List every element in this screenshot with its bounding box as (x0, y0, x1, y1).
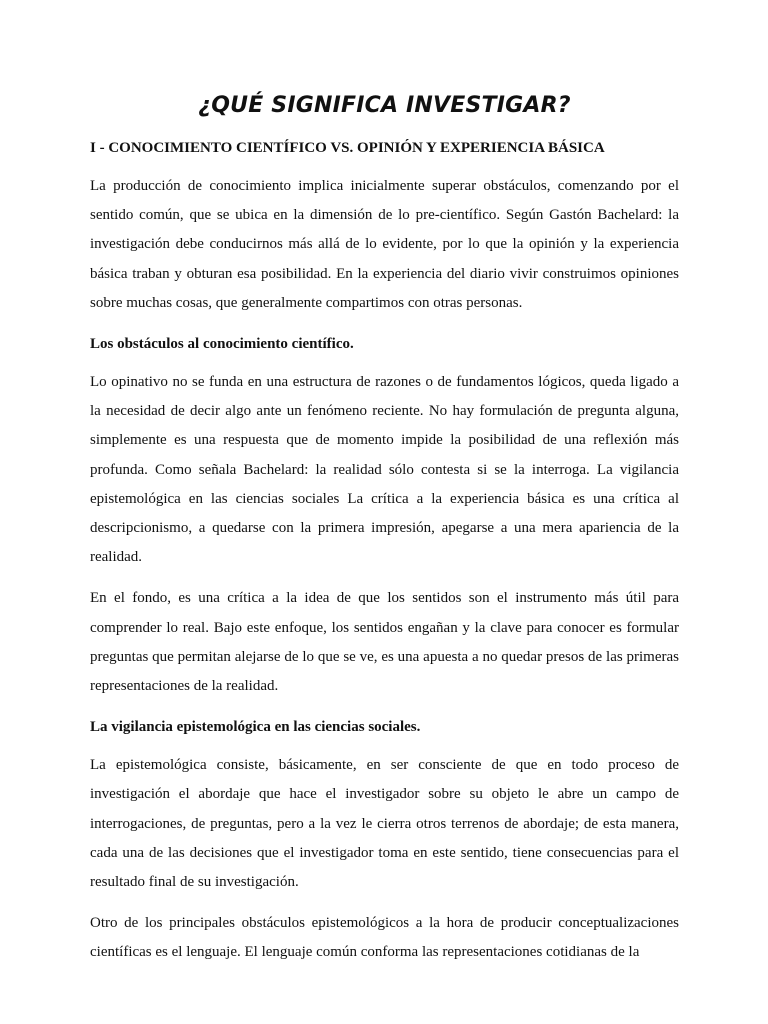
section-heading: I - CONOCIMIENTO CIENTÍFICO VS. OPINIÓN Y EXPERIENCIA BÁSICA (90, 140, 605, 156)
paragraph-epistemology: La epistemológica consiste, básicamente, en ser consciente de que en todo proceso de investigación el abordaje que hace el investigador sobre su objeto le abre un campo de interrogaciones, de preguntas, pero a la vez le cierra otros terrenos de abordaje; de esta manera, cada una de las decisiones que el investigador toma en este sentido, tiene consecuencias para el resultado final de su investigación. (90, 757, 679, 891)
subheading-vigilance: La vigilancia epistemológica en las ciencias sociales. (90, 719, 421, 736)
paragraph-intro: La producción de conocimiento implica inicialmente superar obstáculos, comenzando por el sentido común, que se ubica en la dimensión de lo pre-científico. Según Gastón Bachelard: la investigación debe conducirnos más allá de lo evidente, por lo que la opinión y la experiencia básica traban y obturan esa posibilidad. En la experiencia del diario vivir construimos opiniones sobre muchas cosas, que generalmente compartimos con otras personas. (90, 178, 679, 311)
paragraph-senses: En el fondo, es una crítica a la idea de que los sentidos son el instrumento más útil para comprender lo real. Bajo este enfoque, los sentidos engañan y la clave para conocer es formular preguntas que permitan alejarse de lo que se ve, es una apuesta a no quedar presos de las primeras representaciones de la realidad. (90, 590, 679, 695)
paragraph-language: Otro de los principales obstáculos epistemológicos a la hora de producir conceptualizaciones científicas es el lenguaje. El lenguaje común conforma las representaciones cotidianas de la (90, 915, 679, 961)
document-title: ¿QUÉ SIGNIFICA INVESTIGAR? (198, 93, 571, 118)
subheading-obstacles: Los obstáculos al conocimiento científico. (90, 336, 354, 353)
paragraph-opinion: Lo opinativo no se funda en una estructura de razones o de fundamentos lógicos, queda ligado a la necesidad de decir algo ante un fenómeno reciente. No hay formulación de pregunta alguna, simplemente es una respuesta que de momento impide la posibilidad de una reflexión más profunda. Como señala Bachelard: la realidad sólo contesta si se la interroga. La vigilancia epistemológica en las ciencias sociales La crítica a la experiencia básica es una crítica al descripcionismo, a quedarse con la primera impresión, apegarse a una mera apariencia de la realidad. (90, 374, 679, 566)
